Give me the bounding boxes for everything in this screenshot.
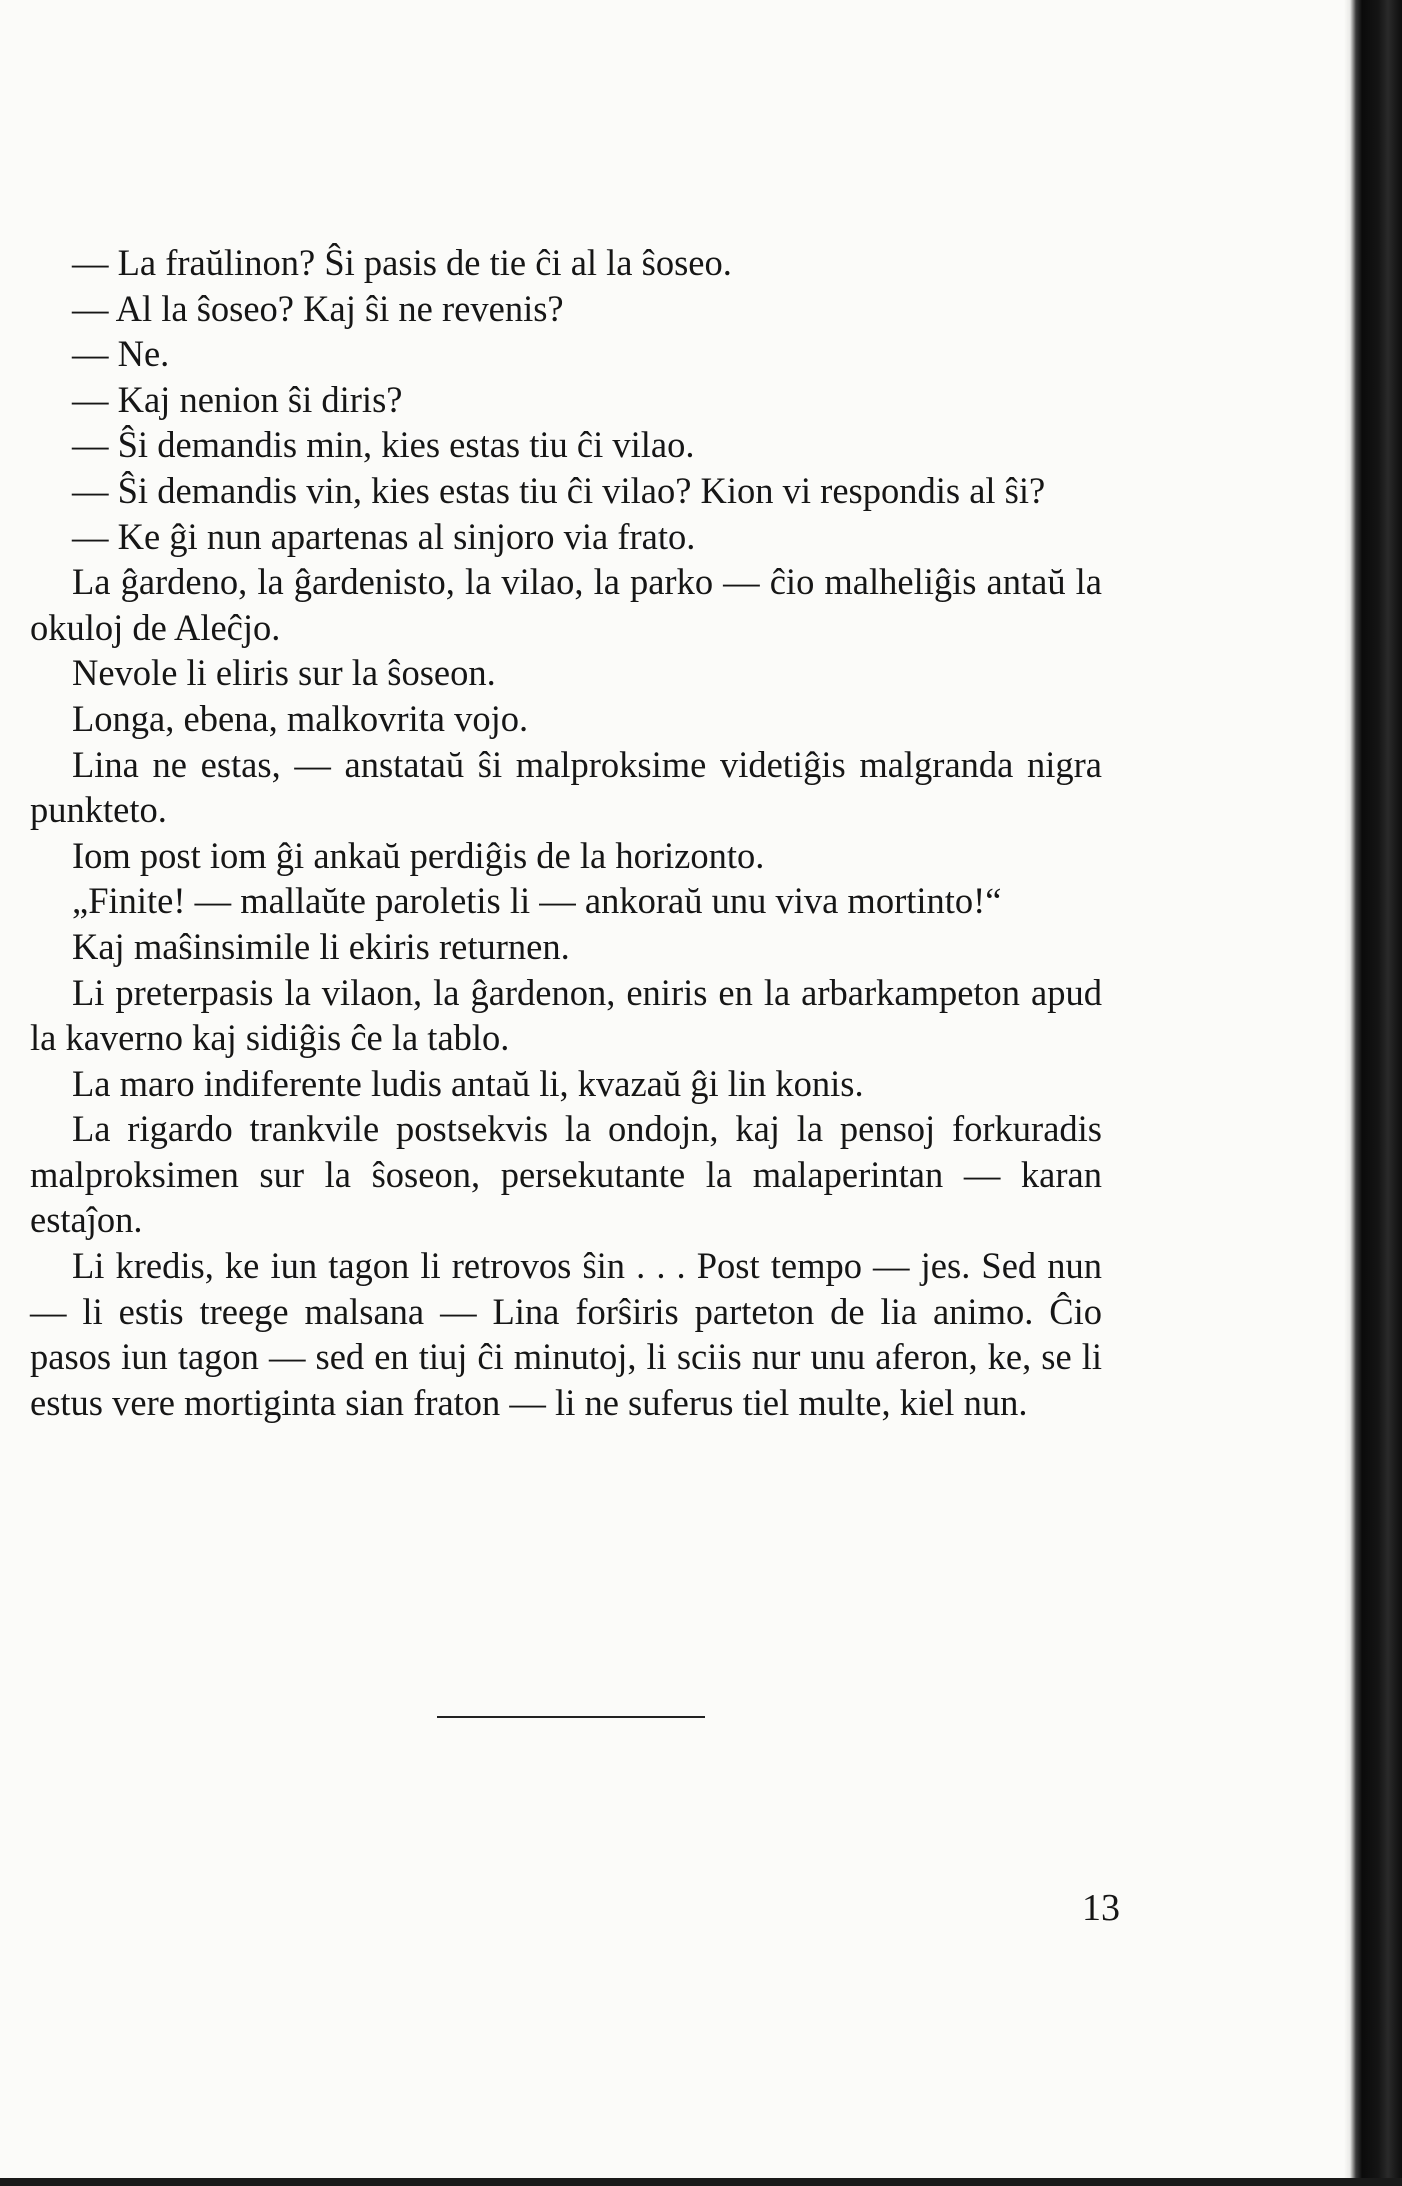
paragraph: Iom post iom ĝi ankaŭ perdiĝis de la horizonto. [72,834,765,876]
paragraph: — Ŝi demandis min, kies estas tiu ĉi vilao. [72,424,695,466]
paragraph: La maro indiferente ludis antaŭ li, kvazaŭ ĝi lin konis. [72,1062,864,1104]
paragraph: Nevole li eliris sur la ŝoseon. [72,652,496,694]
paragraph: — Ke ĝi nun apartenas al sinjoro via frato. [72,515,696,557]
paragraph: Li kredis, ke iun tagon li retrovos ŝin . . . Post tempo — jes. Sed nun — li estis treege malsana — Lina forŝiris parteton de lia animo. Ĉio pasos iun tagon — sed en tiuj ĉi minutoj, li sciis nur unu aferon, ke, se li estus vere mortiginta sian fraton — li ne suferus tiel multe, kiel nun. [30,1245,1102,1423]
paragraph: Longa, ebena, malkovrita vojo. [72,697,529,739]
paragraph: — Ŝi demandis vin, kies estas tiu ĉi vilao? Kion vi respondis al ŝi? [72,469,1046,511]
paragraph: — Al la ŝoseo? Kaj ŝi ne revenis? [72,287,564,329]
body-text [30,240,1102,1425]
book-spine-edge [1344,0,1402,2186]
paragraph: La ĝardeno, la ĝardenisto, la vilao, la parko — ĉio malheliĝis antaŭ la okuloj de Aleĉjo. [30,561,1102,648]
paragraph: Lina ne estas, — anstataŭ ŝi malproksime videtiĝis malgranda nigra punkteto. [30,743,1102,831]
section-divider-rule [437,1716,705,1718]
paragraph: — La fraŭlinon? Ŝi pasis de tie ĉi al la ŝoseo. [72,242,732,283]
paragraph: — Kaj nenion ŝi diris? [72,378,403,420]
page-bottom-edge [0,2178,1402,2186]
paragraph: Kaj maŝinsimile li ekiris returnen. [72,925,570,967]
paragraph: „Finite! — mallaŭte paroletis li — ankoraŭ unu viva mortinto!“ [72,880,1002,922]
paragraph: La rigardo trankvile postsekvis la ondojn, kaj la pensoj forkuradis malproksimen sur la ŝoseon, persekutante la malaperintan — karan estaĵon. [30,1108,1102,1241]
page-number: 13 [1082,1887,1120,1929]
paragraph: Li preterpasis la vilaon, la ĝardenon, eniris en la arbarkampeton apud la kaverno kaj sidiĝis ĉe la tablo. [30,971,1102,1059]
paragraph: — Ne. [72,333,170,375]
